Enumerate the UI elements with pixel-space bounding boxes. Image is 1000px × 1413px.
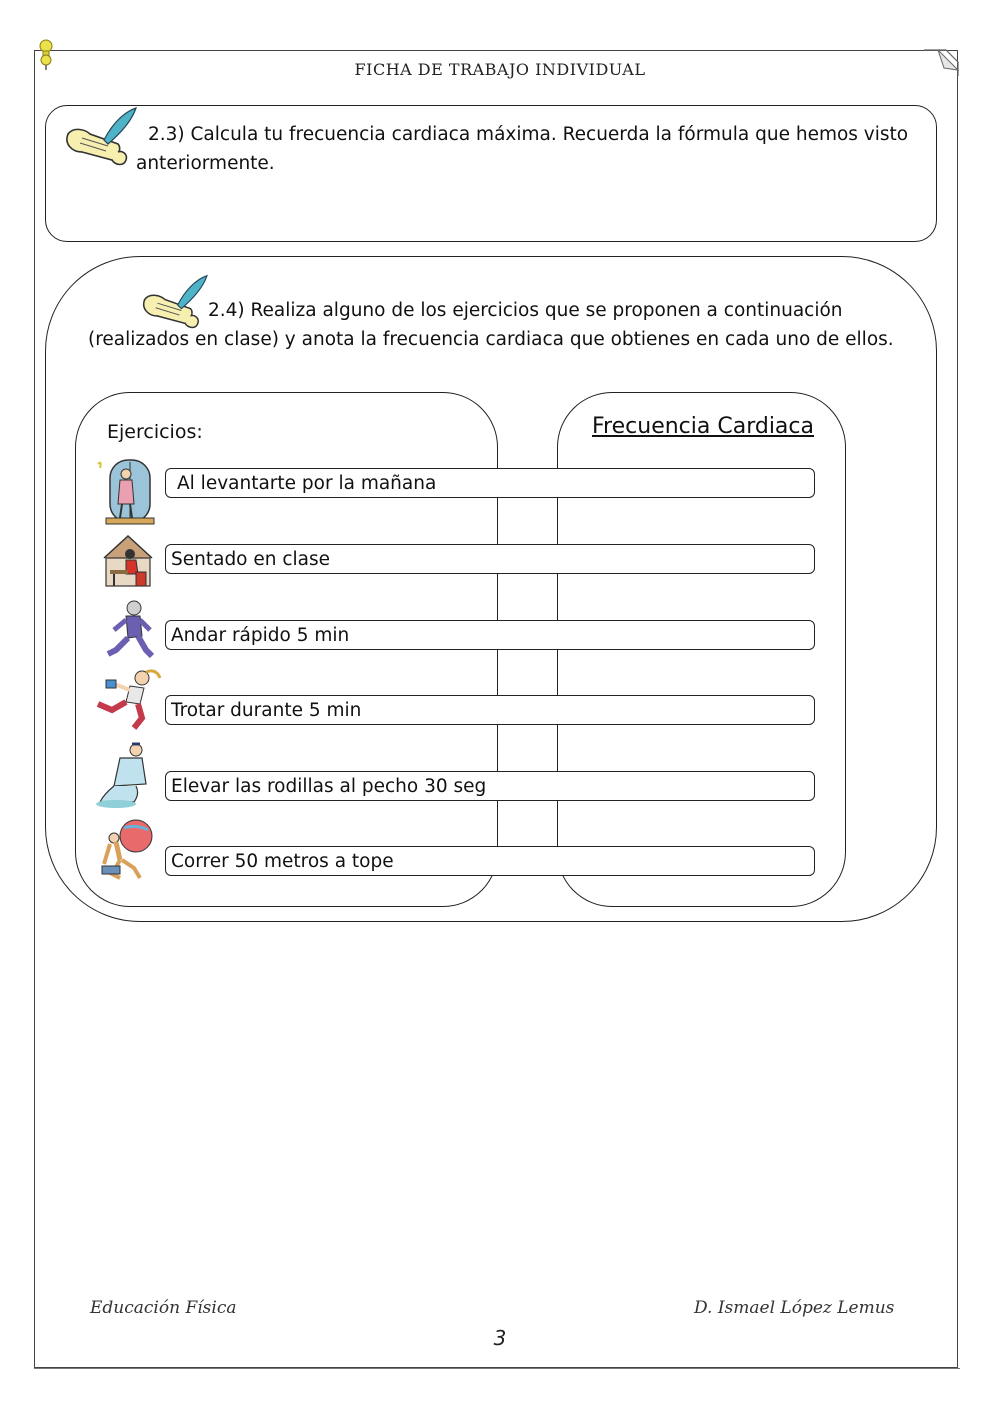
exercises-heading: Ejercicios:: [107, 421, 203, 443]
page-number: 3: [493, 1326, 507, 1350]
waking-up-icon: [90, 456, 162, 526]
sitting-in-class-icon: [90, 532, 162, 602]
exercise-row-3[interactable]: [165, 620, 815, 650]
footer-subject: Educación Física: [90, 1298, 237, 1318]
exercise-label: Trotar durante 5 min: [171, 700, 362, 721]
scroll-quill-icon: [60, 104, 140, 176]
exercise-row-4[interactable]: [165, 695, 815, 725]
task-2-4-instruction: 2.4) Realiza alguno de los ejercicios que se proponen a continuación (realizados en clase) y anota la frecuencia cardiaca que obtienes en cada uno de ellos.: [88, 300, 894, 350]
exercise-label: Elevar las rodillas al pecho 30 seg: [171, 776, 487, 797]
exercise-label: Sentado en clase: [171, 549, 331, 570]
knees-to-chest-icon: [90, 740, 162, 810]
exercise-row-5[interactable]: [165, 771, 815, 801]
jogging-icon: [90, 664, 162, 734]
page-shadow: [34, 1368, 960, 1373]
page-title: FICHA DE TRABAJO INDIVIDUAL: [354, 60, 646, 79]
exercise-label: Correr 50 metros a tope: [171, 851, 394, 872]
exercise-label: Andar rápido 5 min: [171, 625, 350, 646]
sprint-start-icon: [90, 816, 162, 886]
footer-author: D. Ismael López Lemus: [694, 1298, 895, 1318]
heart-rate-heading: Frecuencia Cardiaca: [592, 414, 814, 439]
exercise-row-6[interactable]: [165, 846, 815, 876]
walking-icon: [90, 596, 162, 666]
exercise-label: Al levantarte por la mañana: [177, 473, 437, 494]
task-2-3-instruction: 2.3) Calcula tu frecuencia cardiaca máxima. Recuerda la fórmula que hemos visto anteriormente.: [136, 124, 909, 174]
exercise-row-1[interactable]: [165, 468, 815, 498]
exercise-row-2[interactable]: [165, 544, 815, 574]
